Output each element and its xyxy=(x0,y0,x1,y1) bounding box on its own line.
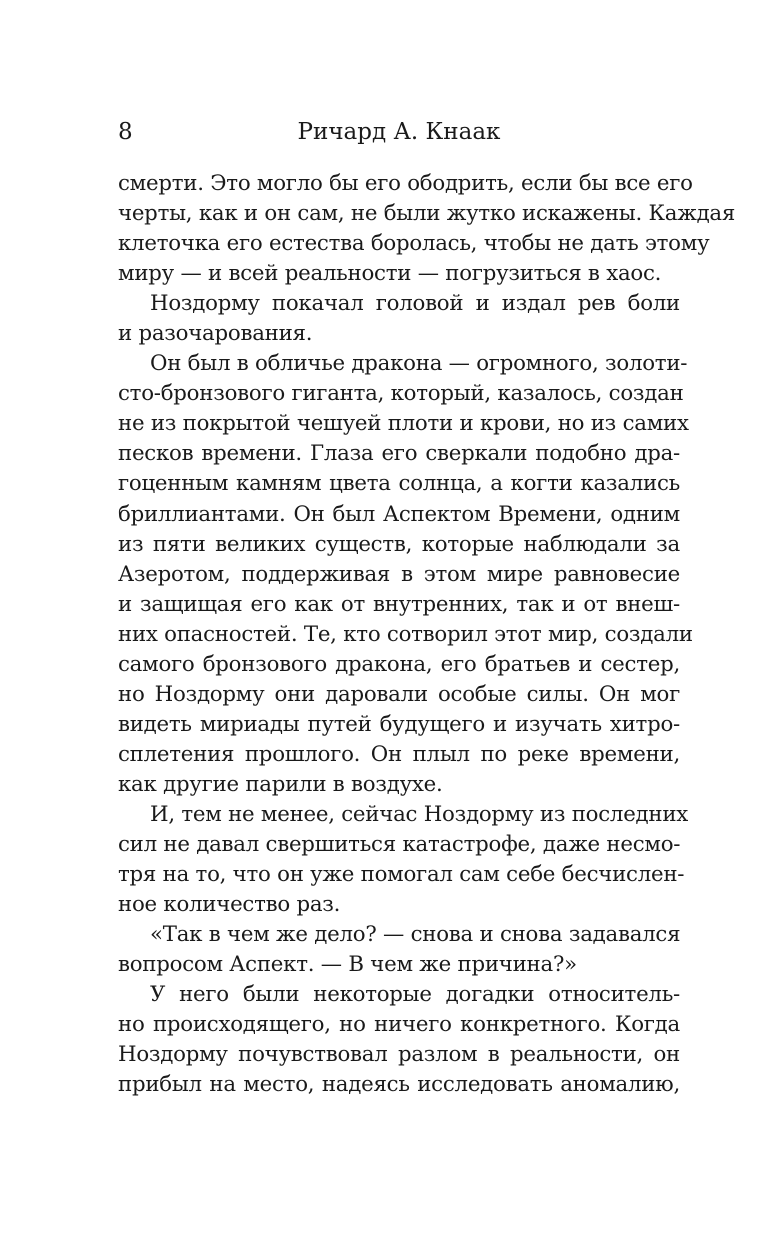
text-line: прибыл на место, надеясь исследовать аномалию, xyxy=(118,1072,680,1098)
text-line: сил не давал свершиться катастрофе, даже несмо- xyxy=(118,832,681,858)
text-line: Ноздорму покачал головой и издал рев боли xyxy=(150,291,680,317)
text-line: вопросом Аспект. — В чем же причина?» xyxy=(118,952,577,978)
text-line: сто-бронзового гиганта, который, казалось, создан xyxy=(118,381,684,407)
text-line: не из покрытой чешуей плоти и крови, но из самих xyxy=(118,411,689,437)
body-text xyxy=(118,169,736,1100)
text-line: черты, как и он сам, не были жутко искажены. Каждая xyxy=(118,201,736,227)
text-line: тря на то, что он уже помогал сам себе бесчислен- xyxy=(118,862,685,888)
text-line: гоценным камням цвета солнца, а когти казались xyxy=(118,471,680,497)
text-line: них опасностей. Те, кто сотворил этот мир, создали xyxy=(118,621,693,647)
text-line: и защищая его как от внутренних, так и от внеш- xyxy=(118,591,680,617)
text-line: песков времени. Глаза его сверкали подобно дра- xyxy=(118,441,680,467)
text-line: И, тем не менее, сейчас Ноздорму из последних xyxy=(150,801,689,827)
text-line: как другие парили в воздухе. xyxy=(118,771,443,797)
text-line: и разочарования. xyxy=(118,321,313,347)
text-line: сплетения прошлого. Он плыл по реке времени, xyxy=(118,741,680,767)
running-title: Ричард А. Кнаак xyxy=(297,119,501,145)
text-line: Азеротом, поддерживая в этом мире равновесие xyxy=(118,561,680,587)
text-line: «Так в чем же дело? — снова и снова задавался xyxy=(150,922,681,948)
text-line: бриллиантами. Он был Аспектом Времени, одним xyxy=(118,501,680,527)
page-header xyxy=(118,117,680,147)
text-line: У него были некоторые догадки относитель- xyxy=(150,982,680,1008)
text-line: смерти. Это могло бы его ободрить, если бы все его xyxy=(118,171,693,196)
text-line: Ноздорму почувствовал разлом в реальности, он xyxy=(118,1042,680,1068)
text-line: но Ноздорму они даровали особые силы. Он мог xyxy=(118,681,680,707)
text-line: видеть мириады путей будущего и изучать хитро- xyxy=(118,711,680,737)
page-number: 8 xyxy=(118,119,133,145)
text-line: Он был в обличье дракона — огромного, золоти- xyxy=(150,351,688,377)
text-line: самого бронзового дракона, его братьев и сестер, xyxy=(118,651,680,677)
text-line: ное количество раз. xyxy=(118,892,341,918)
text-line: но происходящего, но ничего конкретного. Когда xyxy=(118,1012,680,1038)
text-line: клеточка его естества боролась, чтобы не дать этому xyxy=(118,231,710,257)
text-line: из пяти великих существ, которые наблюдали за xyxy=(118,531,680,557)
text-line: миру — и всей реальности — погрузиться в хаос. xyxy=(118,261,662,287)
